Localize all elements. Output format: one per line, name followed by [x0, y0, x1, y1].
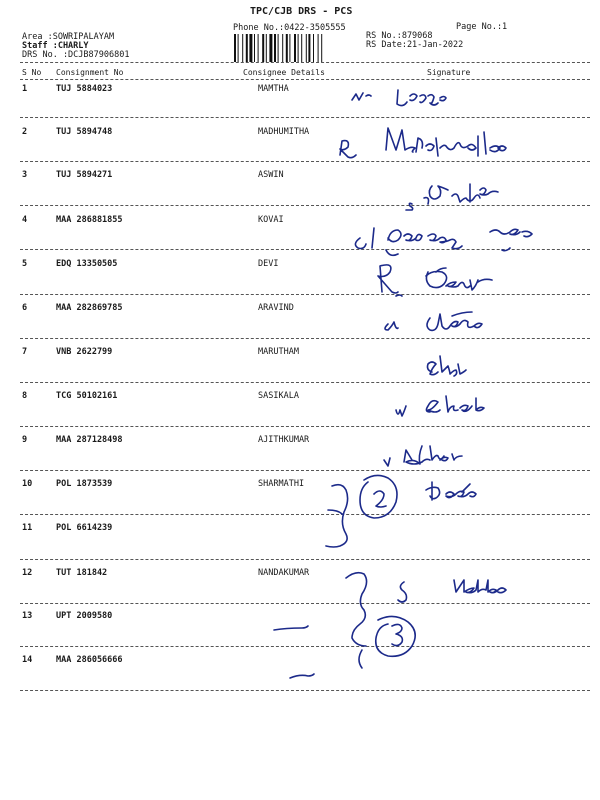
barcode	[232, 34, 360, 62]
row-sno: 14	[22, 655, 33, 665]
row-sno: 2	[22, 127, 28, 137]
row-divider	[20, 338, 590, 339]
row-consignment: MAA 287128498	[56, 435, 123, 445]
signature-row-2	[340, 128, 506, 158]
col-header-sno: S No	[22, 68, 42, 77]
row-divider	[20, 559, 590, 560]
row-divider	[20, 249, 590, 250]
signature-row-5	[378, 265, 492, 296]
row-divider	[20, 690, 590, 691]
row-consignment: MAA 286056666	[56, 655, 123, 665]
area-label: Area :SOWRIPALAYAM	[22, 32, 115, 42]
row-sno: 12	[22, 568, 33, 578]
header-rule-top	[20, 62, 590, 63]
drs-number: DRS No. :DCJB87906801	[22, 50, 130, 60]
row-consignment: TUJ 5894271	[56, 170, 113, 180]
col-header-signature: Signature	[427, 68, 471, 77]
row-consignment: MAA 286881855	[56, 215, 123, 225]
row-divider	[20, 514, 590, 515]
row-sno: 3	[22, 170, 28, 180]
row-sno: 1	[22, 84, 28, 94]
row-consignment: TUJ 5884023	[56, 84, 113, 94]
row-consignment: TCG 50102161	[56, 391, 118, 401]
row-consignee: NANDAKUMAR	[258, 568, 310, 578]
row-consignment: TUJ 5894748	[56, 127, 113, 137]
rs-date: RS Date:21-Jan-2022	[366, 40, 464, 50]
row-sno: 10	[22, 479, 33, 489]
sheet-title: TPC/CJB DRS - PCS	[250, 6, 353, 17]
row-divider	[20, 646, 590, 647]
row-divider	[20, 205, 590, 206]
row-sno: 4	[22, 215, 28, 225]
row-consignment: VNB 2622799	[56, 347, 113, 357]
row-consignment: POL 6614239	[56, 523, 113, 533]
signature-row-13-14-group	[274, 616, 415, 678]
row-consignee: SHARMATHI	[258, 479, 305, 489]
signature-row-8	[396, 396, 484, 416]
phone-number: Phone No.:0422-3505555	[233, 23, 346, 33]
row-consignee: ARAVIND	[258, 303, 294, 313]
row-sno: 5	[22, 259, 28, 269]
col-header-consignment: Consignment No	[56, 68, 124, 77]
row-sno: 11	[22, 523, 33, 533]
row-divider	[20, 603, 590, 604]
row-sno: 13	[22, 611, 33, 621]
signature-row-7	[428, 356, 467, 376]
signature-row-10-12-group	[326, 475, 476, 547]
page-number: Page No.:1	[456, 22, 508, 32]
row-consignment: POL 1873539	[56, 479, 113, 489]
row-consignment: UPT 2009580	[56, 611, 113, 621]
row-sno: 9	[22, 435, 28, 445]
row-consignee: AJITHKUMAR	[258, 435, 310, 445]
col-header-consignee: Consignee Details	[243, 68, 325, 77]
row-sno: 6	[22, 303, 28, 313]
row-consignment: MAA 282869785	[56, 303, 123, 313]
row-divider	[20, 161, 590, 162]
row-consignee: MADHUMITHA	[258, 127, 310, 137]
row-consignee: ASWIN	[258, 170, 284, 180]
row-consignee: MAMTHA	[258, 84, 289, 94]
row-consignee: DEVI	[258, 259, 279, 269]
signature-row-9	[384, 446, 462, 466]
row-consignee: KOVAI	[258, 215, 284, 225]
row-consignee: SASIKALA	[258, 391, 299, 401]
row-divider	[20, 117, 590, 118]
row-sno: 8	[22, 391, 28, 401]
signature-row-3	[406, 184, 498, 210]
signature-row-12	[346, 573, 506, 646]
staff-label: Staff :CHARLY	[22, 41, 89, 51]
signature-row-6	[385, 312, 482, 330]
row-divider	[20, 294, 590, 295]
row-divider	[20, 426, 590, 427]
rs-number: RS No.:879068	[366, 31, 433, 41]
row-consignee: MARUTHAM	[258, 347, 299, 357]
row-divider	[20, 470, 590, 471]
row-consignment: TUT 181842	[56, 568, 108, 578]
header-rule-bottom	[20, 79, 590, 80]
row-divider	[20, 382, 590, 383]
signature-row-1	[352, 90, 446, 106]
row-consignment: EDQ 13350505	[56, 259, 118, 269]
row-sno: 7	[22, 347, 28, 357]
signature-row-4	[355, 228, 532, 255]
